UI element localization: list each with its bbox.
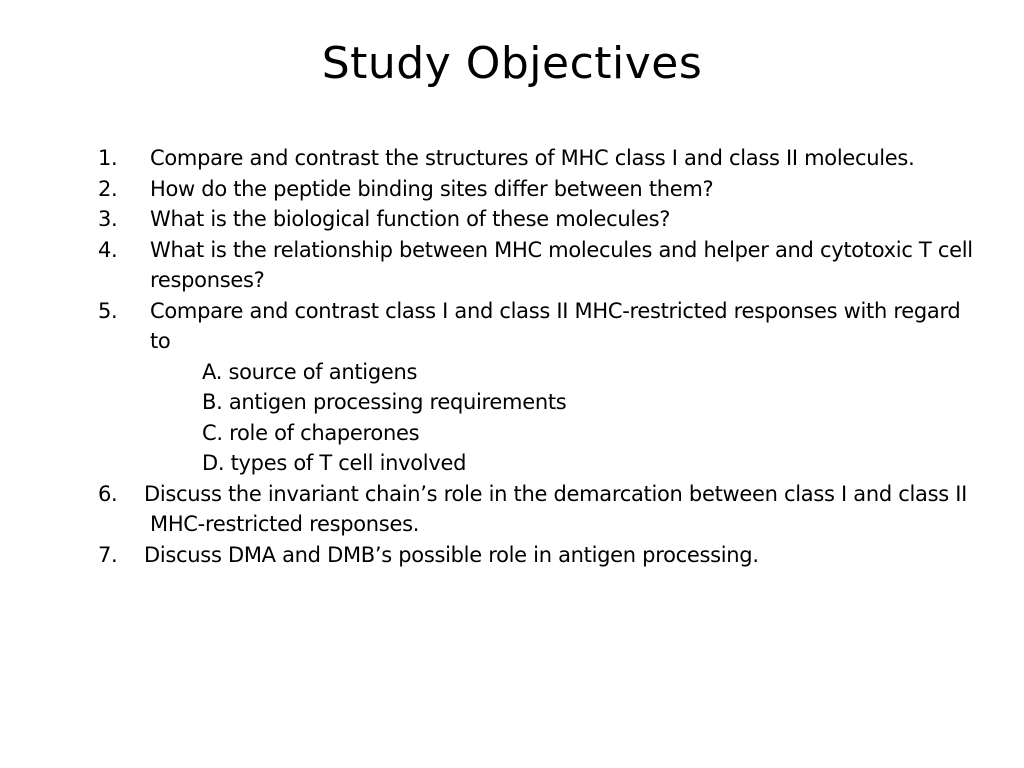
objective-text: Discuss the invariant chain’s role in the demarcation between class I and class II MHC-restricted responses. — [144, 481, 968, 536]
objective-number: 2. — [98, 176, 118, 201]
objective-number: 6. — [98, 481, 118, 506]
sub-item-a: A. source of antigens — [202, 359, 418, 384]
sub-item-d: D. types of T cell involved — [202, 451, 467, 475]
objectives-list — [98, 143, 978, 570]
slide-title: Study Objectives — [321, 38, 703, 89]
objective-text: How do the peptide binding sites differ between them? — [150, 176, 714, 201]
objective-text: What is the biological function of these molecules? — [150, 207, 671, 231]
objective-text: Compare and contrast class I and class II MHC-restricted responses with regard to — [150, 298, 961, 353]
objective-number: 3. — [98, 207, 118, 231]
objective-number: 5. — [98, 298, 118, 323]
objective-item-3 — [98, 204, 978, 235]
objective-item-6 — [98, 479, 978, 540]
objective-text: Compare and contrast the structures of MHC class I and class II molecules. — [150, 146, 915, 170]
sub-item-b: B. antigen processing requirements — [202, 390, 567, 414]
objective-sublist — [150, 357, 978, 479]
objective-item-4 — [98, 235, 978, 296]
sub-item-c: C. role of chaperones — [202, 420, 420, 445]
objective-number: 1. — [98, 146, 118, 170]
objective-item-5 — [98, 296, 978, 479]
objective-item-1 — [98, 143, 978, 174]
objective-item-2 — [98, 174, 978, 205]
objective-text: What is the relationship between MHC molecules and helper and cytotoxic T cell responses? — [150, 237, 973, 292]
objective-number: 7. — [98, 542, 118, 567]
objective-item-7 — [98, 540, 978, 571]
objective-text: Discuss DMA and DMB’s possible role in antigen processing. — [144, 542, 759, 567]
objective-number: 4. — [98, 237, 118, 262]
